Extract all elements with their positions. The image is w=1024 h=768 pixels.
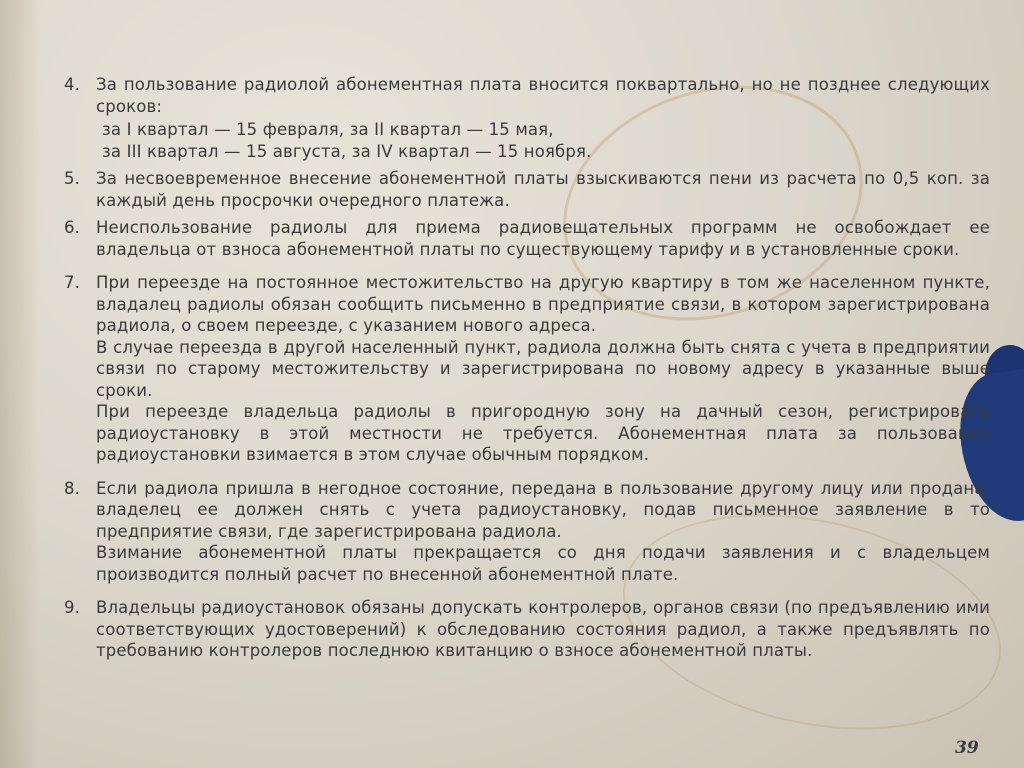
edge-shadow: [0, 0, 40, 768]
item-text: Владельцы радиоустановок обязаны допускать контролеров, органов связи (по предъявлению ими соответствующих удостоверений) к обследованию состояния радиол, а также предъявлять по требованию контролеров последнюю квитанцию о взносе абонементной платы.: [96, 598, 990, 660]
rule-item-4: [62, 74, 990, 162]
rule-item-8: [62, 478, 990, 586]
item-text: Если радиола пришла в негодное состояние, передана в пользование другому лицу или продана, владелец ее должен снять с учета радиоустановку, подав письменное заявление в то предприятие связи, где зарегистрирована радиола.: [96, 478, 990, 541]
item-number: 6.: [64, 218, 81, 237]
item-number: 5.: [64, 169, 81, 188]
item-text: Неиспользование радиолы для приема радиовещательных программ не освобождает ее владельца от взноса абонементной платы по существующему тарифу и в установленные сроки.: [96, 218, 990, 259]
item-text: За пользование радиолой абонементная плата вносится поквартально, но не позднее следующих сроков:: [96, 75, 990, 116]
item-text: При переезде владельца радиолы в пригородную зону на дачный сезон, регистрировать радиоустановку в этой местности не требуется. Абонементная плата за пользование радиоустановки взимается в этом случае обычным порядком.: [96, 402, 990, 464]
item-number: 4.: [64, 75, 81, 94]
item-number: 8.: [64, 478, 81, 498]
item-text: При переезде на постоянное местожительство на другую квартиру в том же населенном пункте, владалец радиолы обязан сообщить письменно в предприятие связи, в котором зарегистрирована радиола, о своем переезде, с указанием нового адреса.: [96, 273, 990, 335]
item-text: за III квартал — 15 августа, за IV квартал — 15 ноября.: [102, 141, 592, 161]
item-text: В случае переезда в другой населенный пункт, радиола должна быть снята с учета в предприятии связи по старому местожительству и зарегистрирована по новому адресу в указанные выше сроки.: [96, 337, 990, 400]
item-text: За несвоевременное внесение абонементной платы взыскиваются пени из расчета по 0,5 коп. за каждый день просрочки очередного платежа.: [96, 169, 990, 210]
item-text: Взимание абонементной платы прекращается со дня подачи заявления и с владельцем производится полный расчет по внесенной абонементной плате.: [96, 543, 990, 584]
rules-list: [62, 74, 990, 668]
item-number: 7.: [64, 273, 81, 292]
item-text: за I квартал — 15 февраля, за II квартал — 15 мая,: [102, 120, 554, 139]
rule-item-5: [62, 168, 990, 211]
rule-item-7: [62, 272, 990, 466]
item-number: 9.: [64, 598, 81, 617]
page-number: 39: [955, 738, 979, 758]
rule-item-9: [62, 597, 990, 662]
rule-item-6: [62, 217, 990, 260]
